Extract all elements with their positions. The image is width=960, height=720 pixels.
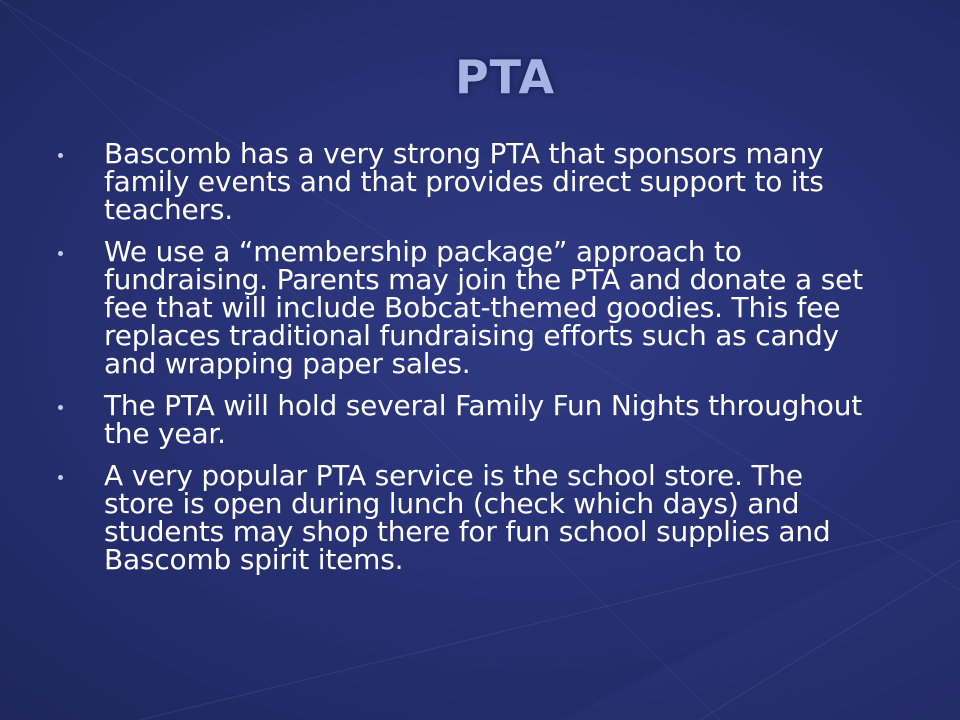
bullet-dot-icon — [58, 475, 63, 480]
bullet-dot-icon — [58, 405, 63, 410]
bullet-item — [58, 459, 878, 576]
bullet-item — [58, 137, 878, 226]
bullet-text: A very popular PTA service is the school store. The store is open during lunch (check which days) and students may shop there for fun school supplies and Bascomb spirit items. — [104, 459, 831, 576]
bullet-text: Bascomb has a very strong PTA that sponsors many family events and that provides direct support to its teachers. — [104, 137, 824, 226]
bullet-text: We use a “membership package” approach to fundraising. Parents may join the PTA and donate a set fee that will include Bobcat-themed goodies. This fee replaces traditional fundraising efforts such as candy and wrapping paper sales. — [104, 235, 863, 380]
bullet-text: The PTA will hold several Family Fun Nights throughout the year. — [104, 389, 863, 450]
bullet-item — [58, 389, 878, 450]
bullet-dot-icon — [58, 251, 63, 256]
bullet-dot-icon — [58, 153, 63, 158]
slide-title: PTA — [454, 50, 556, 104]
bullet-list — [58, 137, 878, 588]
bullet-item — [58, 235, 878, 380]
